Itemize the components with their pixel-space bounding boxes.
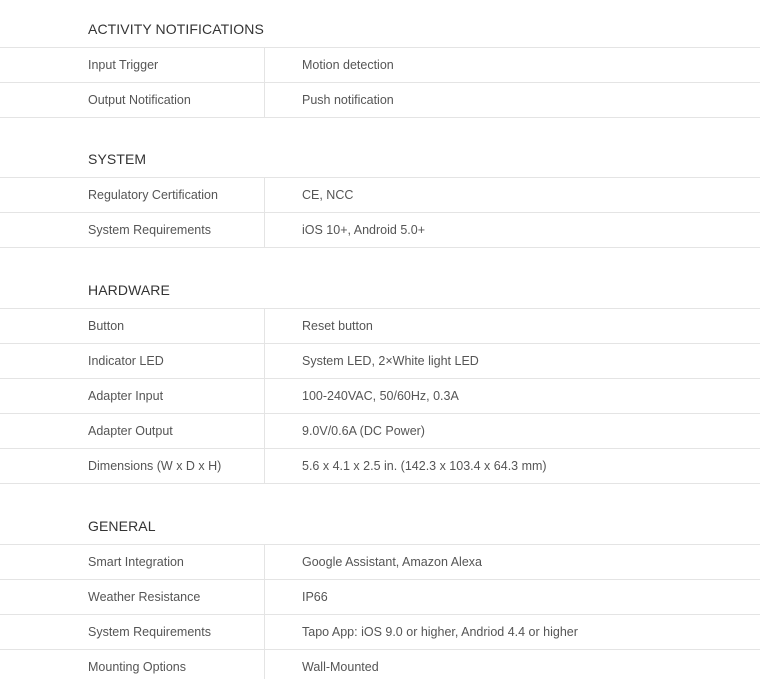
spec-label: Output Notification	[88, 93, 191, 107]
spec-label: Input Trigger	[88, 58, 159, 72]
spec-row	[0, 379, 760, 414]
spec-row	[0, 615, 760, 650]
column-divider	[264, 178, 265, 212]
spec-row	[0, 449, 760, 484]
spec-row	[0, 414, 760, 449]
spec-row	[0, 178, 760, 213]
spec-table-system	[0, 177, 760, 248]
spec-label: Adapter Output	[88, 424, 173, 438]
spec-value: System LED, 2×White light LED	[302, 354, 479, 368]
column-divider	[264, 48, 265, 82]
spec-row	[0, 545, 760, 580]
spec-row	[0, 650, 760, 679]
spec-row	[0, 309, 760, 344]
spec-row	[0, 580, 760, 615]
column-divider	[264, 650, 265, 679]
spec-label: Mounting Options	[88, 660, 186, 674]
column-divider	[264, 545, 265, 579]
spec-value: 100-240VAC, 50/60Hz, 0.3A	[302, 389, 459, 403]
spec-label: System Requirements	[88, 223, 211, 237]
spec-label: Button	[88, 319, 125, 333]
section-heading-general: GENERAL	[88, 518, 156, 534]
section-heading-system: SYSTEM	[88, 151, 147, 167]
column-divider	[264, 615, 265, 649]
column-divider	[264, 344, 265, 378]
spec-label: Adapter Input	[88, 389, 164, 403]
spec-value: Tapo App: iOS 9.0 or higher, Andriod 4.4 or higher	[302, 625, 578, 639]
spec-value: Reset button	[302, 319, 373, 333]
column-divider	[264, 213, 265, 247]
column-divider	[264, 414, 265, 448]
column-divider	[264, 309, 265, 343]
spec-value: 5.6 x 4.1 x 2.5 in. (142.3 x 103.4 x 64.3 mm)	[302, 459, 547, 473]
section-heading-hardware: HARDWARE	[88, 282, 170, 298]
column-divider	[264, 83, 265, 117]
column-divider	[264, 449, 265, 483]
spec-value: 9.0V/0.6A (DC Power)	[302, 424, 425, 438]
spec-label: Dimensions (W x D x H)	[88, 459, 222, 473]
spec-row	[0, 344, 760, 379]
spec-row	[0, 213, 760, 248]
spec-value: IP66	[302, 590, 328, 604]
spec-table-general	[0, 544, 760, 679]
column-divider	[264, 379, 265, 413]
spec-table-hardware	[0, 308, 760, 484]
spec-value: Wall-Mounted	[302, 660, 379, 674]
spec-table-activity-notifications	[0, 47, 760, 118]
spec-value: iOS 10+, Android 5.0+	[302, 223, 426, 237]
spec-label: Weather Resistance	[88, 590, 201, 604]
section-heading-activity-notifications: ACTIVITY NOTIFICATIONS	[88, 21, 264, 37]
column-divider	[264, 580, 265, 614]
spec-label: System Requirements	[88, 625, 211, 639]
spec-value: CE, NCC	[302, 188, 354, 202]
spec-label: Indicator LED	[88, 354, 164, 368]
spec-value: Motion detection	[302, 58, 394, 72]
spec-label: Regulatory Certification	[88, 188, 218, 202]
spec-row	[0, 83, 760, 118]
spec-row	[0, 48, 760, 83]
spec-value: Push notification	[302, 93, 394, 107]
spec-value: Google Assistant, Amazon Alexa	[302, 555, 482, 569]
spec-label: Smart Integration	[88, 555, 184, 569]
